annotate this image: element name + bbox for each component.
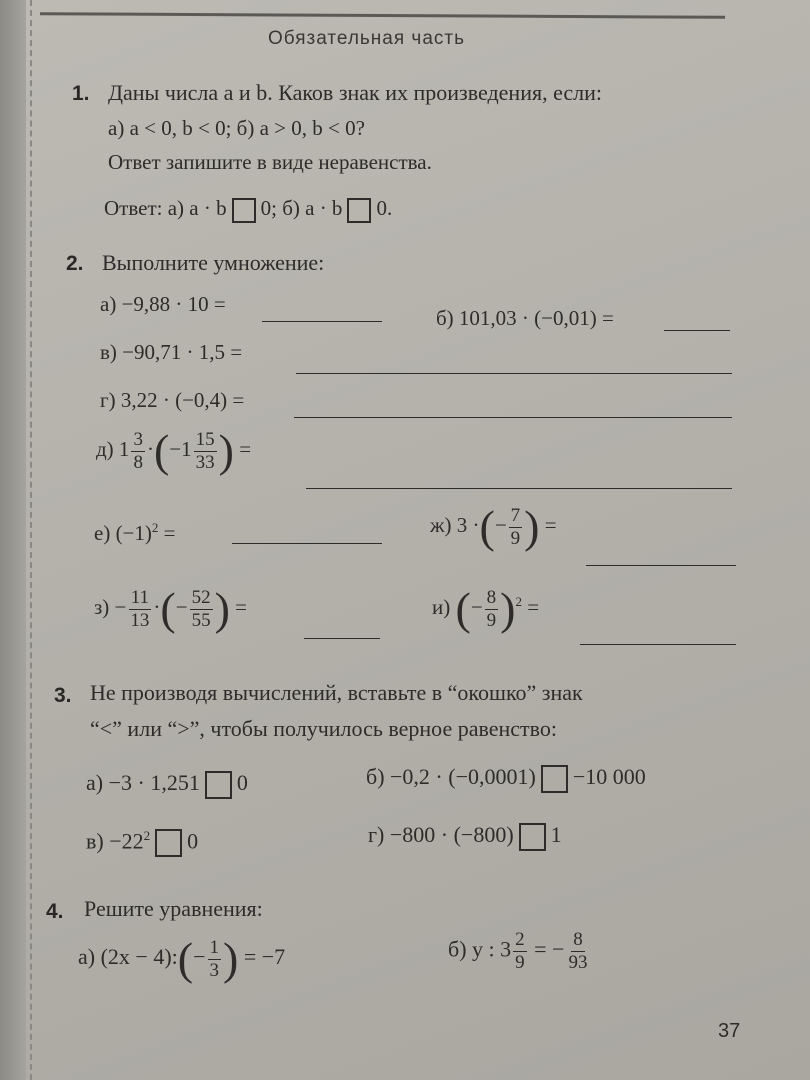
- answer-box-3v[interactable]: [155, 829, 182, 857]
- task-1-line-3: Ответ запишите в виде неравенства.: [108, 150, 432, 174]
- task-3-line-1: Не производя вычислений, вставьте в “окошко” знак: [90, 680, 583, 705]
- task-3-line-2: “<” или “>”, чтобы получилось верное равенство:: [90, 716, 558, 741]
- task-2-title: Выполните умножение:: [102, 250, 325, 275]
- page-gutter-shadow: [0, 0, 26, 1080]
- answer-line-2e[interactable]: [232, 543, 382, 544]
- fraction-52-55: $\frac{52}{55}$: [191, 586, 211, 631]
- task-2-a: а) −9,88 · 10 =: [100, 292, 226, 316]
- answer-end: 0.: [376, 196, 393, 220]
- answer-mid: 0; б) a · b: [260, 196, 343, 220]
- answer-line-2g[interactable]: [294, 417, 732, 418]
- answer-box-b[interactable]: [347, 198, 371, 223]
- top-rule: [40, 12, 725, 19]
- answer-line-2a[interactable]: [262, 321, 382, 322]
- answer-line-2b[interactable]: [664, 330, 730, 331]
- task-2-b: б) 101,03 · (−0,01) =: [436, 306, 614, 330]
- task-3-b: б) −0,2 · (−0,0001) −10 000: [366, 764, 646, 793]
- fraction-7-9: $\frac{7}{9}$: [510, 504, 521, 549]
- answer-prefix: Ответ: а) a · b: [104, 196, 227, 220]
- task-4-b: б) y : 3 $\frac{2}{9}$ = − $\frac{8}{93}$: [448, 929, 588, 973]
- task-2-number: 2.: [66, 252, 84, 275]
- d-label: д) 1: [96, 436, 130, 461]
- task-4-a: а) (2x − 4):(− $\frac{1}{3}$ ) = −7: [78, 933, 286, 984]
- answer-box-3g[interactable]: [519, 823, 546, 851]
- task-3-number: 3.: [54, 684, 72, 707]
- task-2-e: е) $(-1)^2$ =: [94, 520, 176, 545]
- answer-line-2d[interactable]: [306, 488, 732, 489]
- task-3-g: г) −800 · (−800) 1: [368, 822, 562, 851]
- task-2-z: з) − $\frac{11}{13}$ ·(− $\frac{52}{55}$ ) =: [94, 583, 247, 634]
- answer-line-2v[interactable]: [296, 373, 732, 374]
- answer-line-2i[interactable]: [580, 644, 736, 645]
- task-3-a: а) −3 · 1,251 0: [86, 770, 248, 799]
- answer-box-a[interactable]: [232, 198, 256, 223]
- task-1-line-1: Даны числа a и b. Каков знак их произведения, если:: [108, 80, 603, 105]
- answer-box-3a[interactable]: [205, 771, 232, 799]
- task-2-v: в) −90,71 · 1,5 =: [100, 340, 243, 364]
- answer-line-2zh[interactable]: [586, 565, 736, 566]
- binding-stitch: [30, 0, 32, 1080]
- task-2-zh: ж) 3 ·(− $\frac{7}{9}$ ) =: [430, 501, 557, 552]
- fraction-3-8: $\frac{3}{8}$: [133, 428, 143, 473]
- fraction-11-13: $\frac{11}{13}$: [130, 586, 150, 631]
- answer-box-3b[interactable]: [541, 765, 568, 793]
- task-1-line-2: а) a < 0, b < 0; б) a > 0, b < 0?: [108, 116, 365, 140]
- page-number: 37: [718, 1020, 741, 1042]
- answer-line-2z[interactable]: [304, 638, 380, 639]
- fraction-8-93: $\frac{8}{93}$: [568, 929, 588, 973]
- fraction-15-33: $\frac{15}{33}$: [195, 428, 215, 473]
- task-2-g: г) 3,22 · (−0,4) =: [100, 388, 245, 412]
- d-mid: −1: [169, 436, 192, 461]
- task-2-i: и) (− $\frac{8}{9}$ )$^2$ =: [432, 583, 540, 634]
- section-heading: Обязательная часть: [268, 28, 465, 49]
- task-1-number: 1.: [72, 82, 90, 105]
- task-3-v: $в) -22^2$ 0: [86, 828, 198, 857]
- task-4-title: Решите уравнения:: [84, 896, 263, 921]
- fraction-1-3: $\frac{1}{3}$: [209, 936, 220, 981]
- task-2-d: д) 1 $\frac{3}{8}$ ·(−1 $\frac{15}{33}$ ) =: [96, 425, 252, 476]
- task-1-answer: [104, 196, 392, 223]
- fraction-8-9: $\frac{8}{9}$: [486, 586, 497, 631]
- fraction-2-9: $\frac{2}{9}$: [515, 929, 525, 973]
- task-4-number: 4.: [46, 900, 64, 923]
